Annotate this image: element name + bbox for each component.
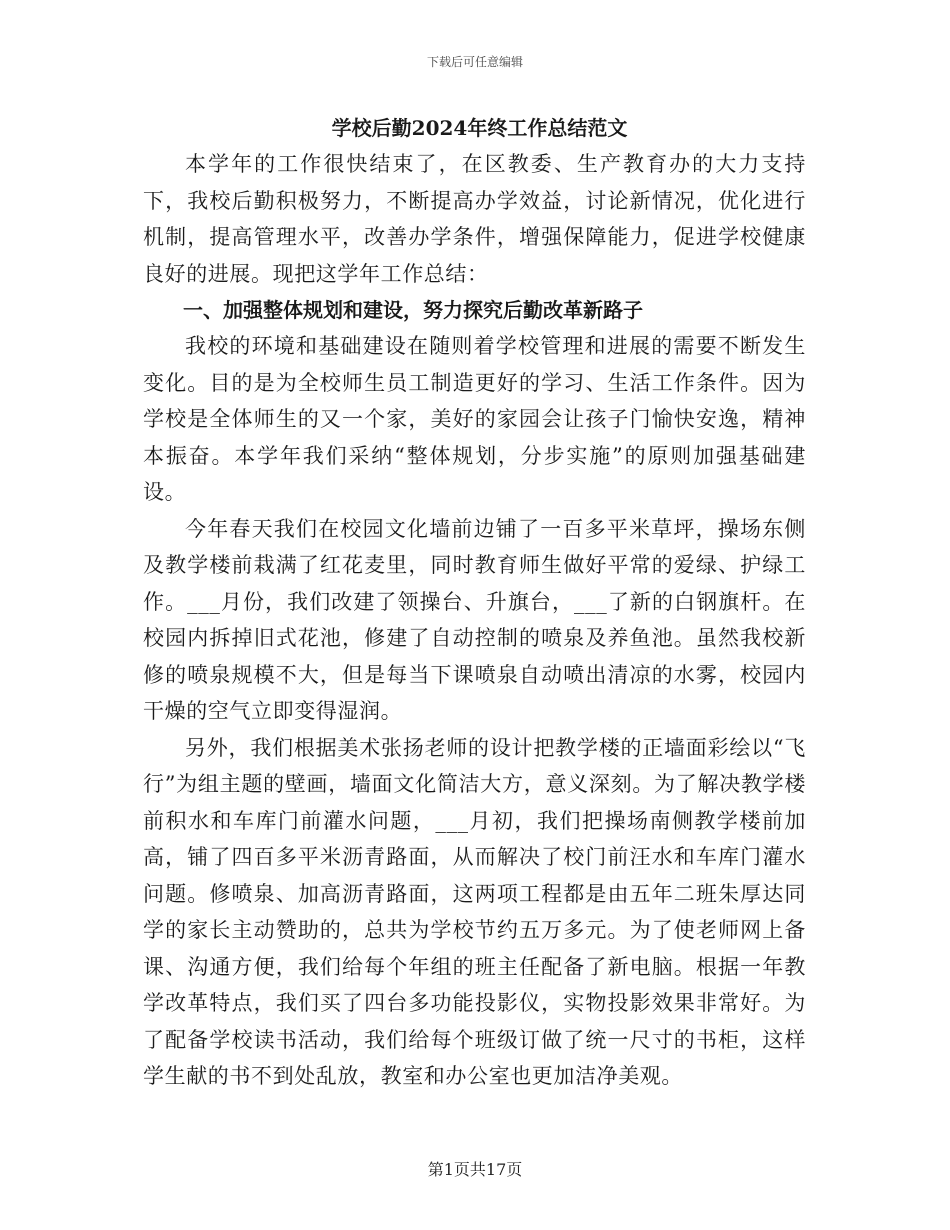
paragraph-intro: 本学年的工作很快结束了，在区教委、生产教育办的大力支持下，我校后勤积极努力，不断提高办学效益，讨论新情况，优化进行机制，提高管理水平，改善办学条件，增强保障能力，促进学校健康良好的进展。现把这学年工作总结： (143, 152, 806, 286)
paragraph-spring: 今年春天我们在校园文化墙前边铺了一百多平米草坪，操场东侧及教学楼前栽满了红花麦里，同时教育师生做好平常的爱绿、护绿工作。___月份，我们改建了领操台、升旗台，___了新的白钢旗杆。在校园内拆掉旧式花池，修建了自动控制的喷泉及养鱼池。虽然我校新修的喷泉规模不大，但是每当下课喷泉自动喷出清凉的水雾，校园内干燥的空气立即变得湿润。 (143, 516, 806, 723)
page-indicator: 第1页共17页 (427, 1160, 523, 1179)
paragraph-additional: 另外，我们根据美术张扬老师的设计把教学楼的正墙面彩绘以“飞行”为组主题的壁画，墙面文化简洁大方，意义深刻。为了解决教学楼前积水和车库门前灌水问题，___月初，我们把操场南侧教学楼前加高，铺了四百多平米沥青路面，从而解决了校门前汪水和车库门灌水问题。修喷泉、加高沥青路面，这两项工程都是由五年二班朱厚达同学的家长主动赞助的，总共为学校节约五万多元。为了使老师网上备课、沟通方便，我们给每个年组的班主任配备了新电脑。根据一年教学改革特点，我们买了四台多功能投影仪，实物投影效果非常好。为了配备学校读书活动，我们给每个班级订做了统一尺寸的书柜，这样学生献的书不到处乱放，教室和办公室也更加洁净美观。 (143, 735, 806, 1088)
section-heading: 一、加强整体规划和建设，努力探究后勤改革新路子 (183, 298, 643, 322)
document-body (143, 110, 806, 1095)
document-title: 学校后勤2024年终工作总结范文 (331, 116, 628, 140)
header-note: 下载后可任意编辑 (426, 55, 523, 69)
paragraph-environment: 我校的环境和基础建设在随则着学校管理和进展的需要不断发生变化。目的是为全校师生员工制造更好的学习、生活工作条件。因为学校是全体师生的又一个家，美好的家园会让孩子门愉快安逸，精神本振奋。本学年我们采纳“整体规划，分步实施”的原则加强基础建设。 (143, 334, 806, 504)
